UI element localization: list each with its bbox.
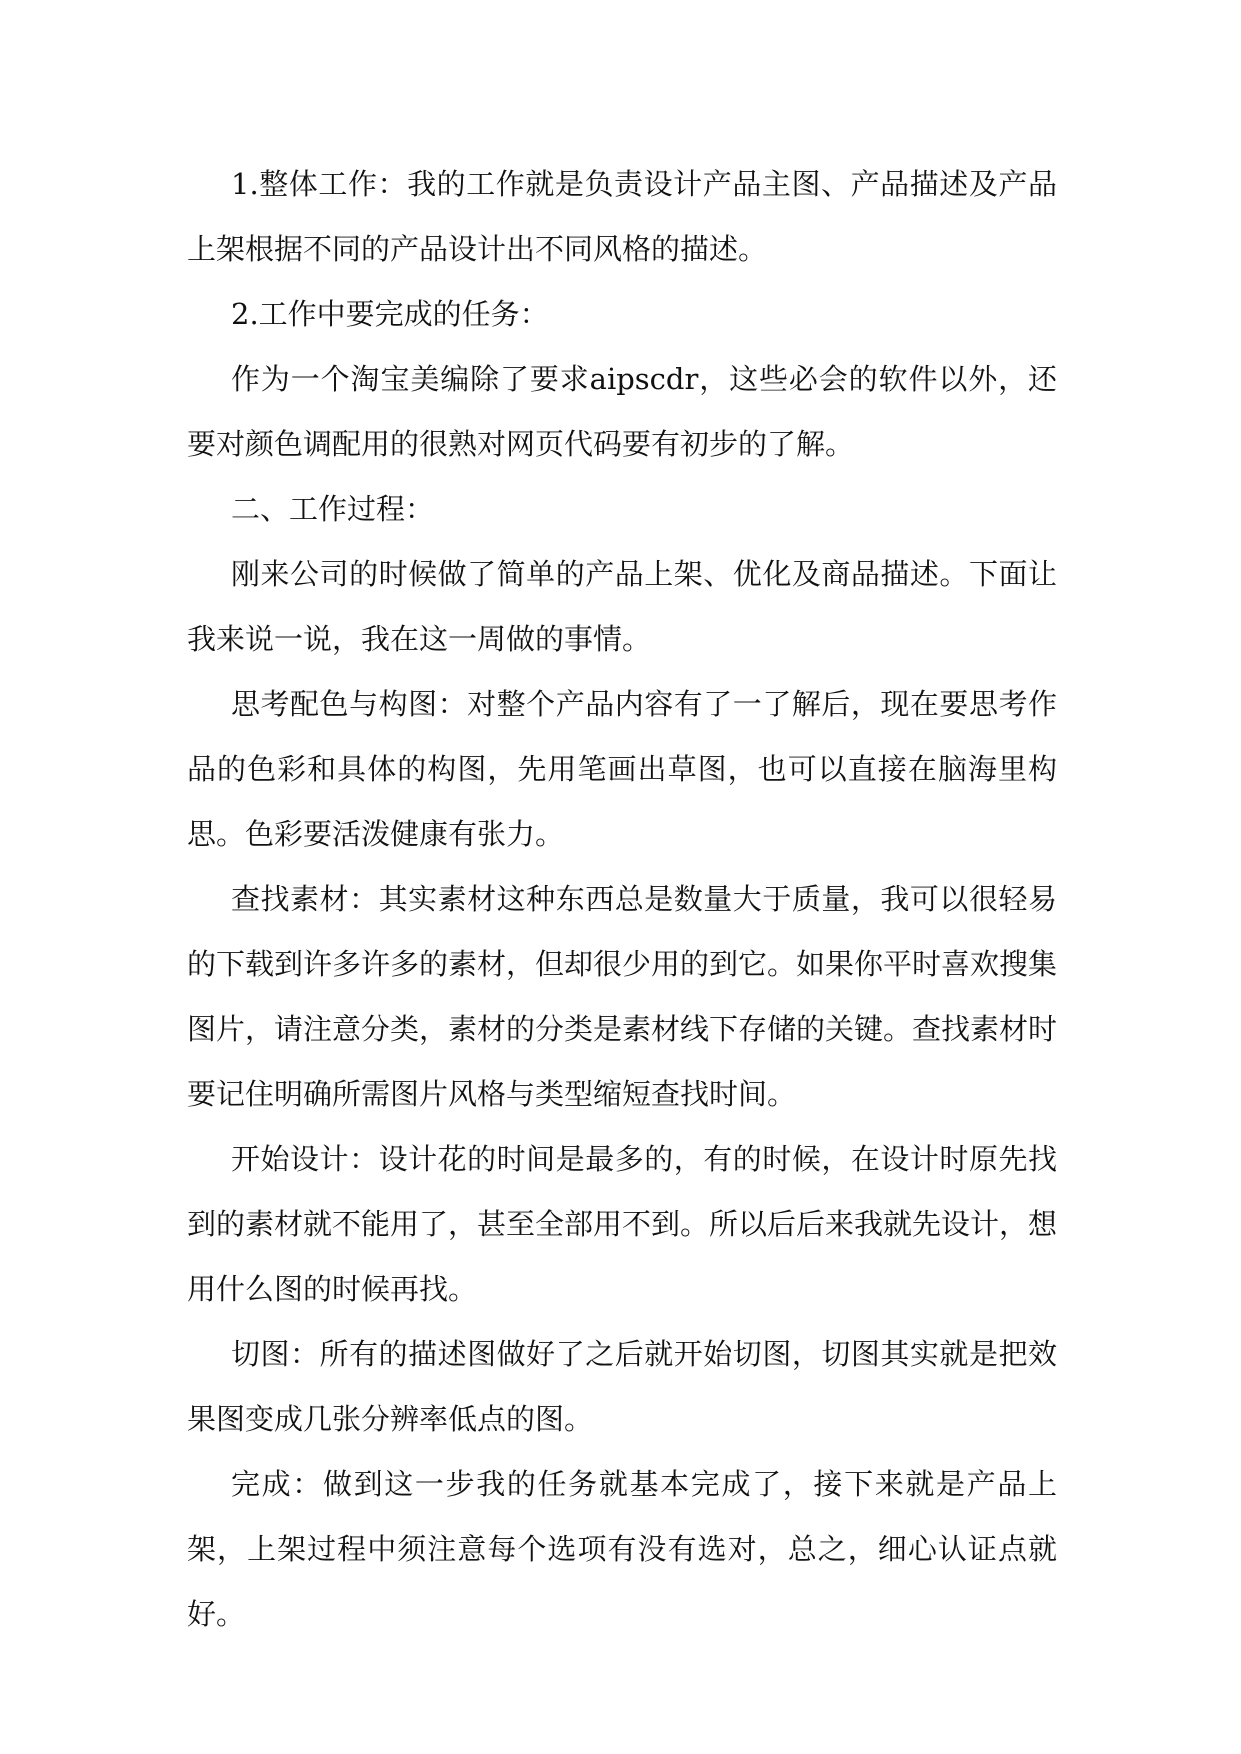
paragraph-find-materials: 查找素材：其实素材这种东西总是数量大于质量，我可以很轻易的下载到许多许多的素材，但却很少用的到它。如果你平时喜欢搜集图片，请注意分类，素材的分类是素材线下存储的关键。查找素材时要记住明确所需图片风格与类型缩短查找时间。 — [187, 882, 1058, 1111]
paragraph-editor-requirements: 作为一个淘宝美编除了要求aipscdr，这些必会的软件以外，还要对颜色调配用的很熟对网页代码要有初步的了解。 — [187, 362, 1057, 461]
paragraph-tasks-heading: 2.工作中要完成的任务： — [231, 297, 549, 331]
paragraph-slicing: 切图：所有的描述图做好了之后就开始切图，切图其实就是把效果图变成几张分辨率低点的图。 — [187, 1337, 1057, 1436]
paragraph-color-composition: 思考配色与构图：对整个产品内容有了一了解后，现在要思考作品的色彩和具体的构图，先用笔画出草图，也可以直接在脑海里构思。色彩要活泼健康有张力。 — [187, 687, 1057, 851]
paragraph-overall-work: 1.整体工作：我的工作就是负责设计产品主图、产品描述及产品上架根据不同的产品设计出不同风格的描述。 — [187, 167, 1057, 266]
paragraph-completion: 完成：做到这一步我的任务就基本完成了，接下来就是产品上架，上架过程中须注意每个选项有没有选对，总之，细心认证点就好。 — [187, 1467, 1057, 1631]
document-body — [187, 152, 1057, 1647]
paragraph-first-week: 刚来公司的时候做了简单的产品上架、优化及商品描述。下面让我来说一说，我在这一周做的事情。 — [187, 557, 1057, 656]
paragraph-process-heading: 二、工作过程： — [231, 492, 435, 526]
paragraph-start-design: 开始设计：设计花的时间是最多的，有的时候，在设计时原先找到的素材就不能用了，甚至全部用不到。所以后后来我就先设计，想用什么图的时候再找。 — [187, 1142, 1058, 1306]
